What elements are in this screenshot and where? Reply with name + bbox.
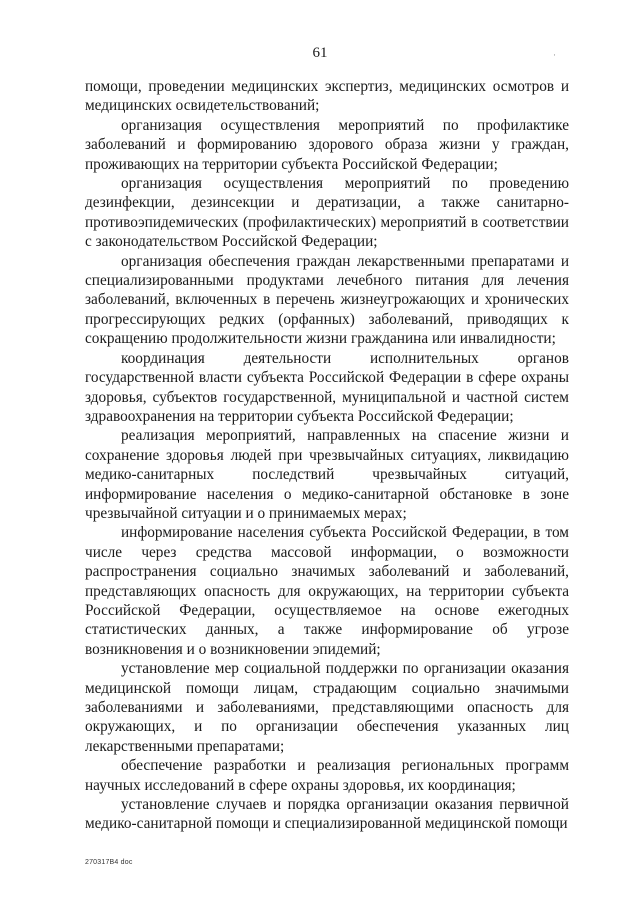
paragraph-6: реализация мероприятий, направленных на спасение жизни и сохранение здоровья людей при чрезвычайных ситуациях, ликвидацию медико-санитарных последствий чрезвычайных ситуаций, информирование населения о медико-санитарной обстановке в зоне чрезвычайной ситуации и о принимаемых мерах;	[85, 427, 569, 522]
footer-file-id: 270317B4 doc	[85, 859, 133, 866]
paragraph-2: организация осуществления мероприятий по профилактике заболеваний и формированию здорового образа жизни у граждан, проживающих на территории субъекта Российской Федерации;	[85, 116, 569, 173]
paragraph-5: координация деятельности исполнительных органов государственной власти субъекта Российской Федерации в сфере охраны здоровья, субъектов государственной, муниципальной и частной систем здравоохранения на территории субъекта Российской Федерации;	[85, 349, 569, 425]
paragraph-9: обеспечение разработки и реализация региональных программ научных исследований в сфере охраны здоровья, их координация;	[85, 757, 569, 794]
document-body	[85, 77, 569, 834]
paragraph-8: установление мер социальной поддержки по организации оказания медицинской помощи лицам, страдающим социально значимыми заболеваниями и заболеваниями, представляющими опасность для окружающих, и по организации обеспечения указанных лиц лекарственными препаратами;	[85, 660, 569, 755]
paragraph-3: организация осуществления мероприятий по проведению дезинфекции, дезинсекции и дератизации, а также санитарно-противоэпидемических (профилактических) мероприятий в соответствии с законодательством Российской Федерации;	[85, 175, 569, 251]
page-number: 61	[312, 45, 328, 61]
scan-mark: ·	[553, 50, 556, 60]
paragraph-10: установление случаев и порядка организации оказания первичной медико-санитарной помощи и специализированной медицинской помощи	[85, 796, 569, 833]
paragraph-7: информирование населения субъекта Российской Федерации, в том числе через средства массовой информации, о возможности распространения социально значимых заболеваний и заболеваний, представляющих опасность для окружающих, на территории субъекта Российской Федерации, осуществляемое на основе ежегодных статистических данных, а также информирование об угрозе возникновения и о возникновении эпидемий;	[85, 524, 569, 658]
paragraph-4: организация обеспечения граждан лекарственными препаратами и специализированными продуктами лечебного питания для лечения заболеваний, включенных в перечень жизнеугрожающих и хронических прогрессирующих редких (орфанных) заболеваний, приводящих к сокращению продолжительности жизни гражданина или инвалидности;	[85, 252, 569, 348]
paragraph-1: помощи, проведении медицинских экспертиз, медицинских осмотров и медицинских освидетельствований;	[85, 78, 569, 115]
